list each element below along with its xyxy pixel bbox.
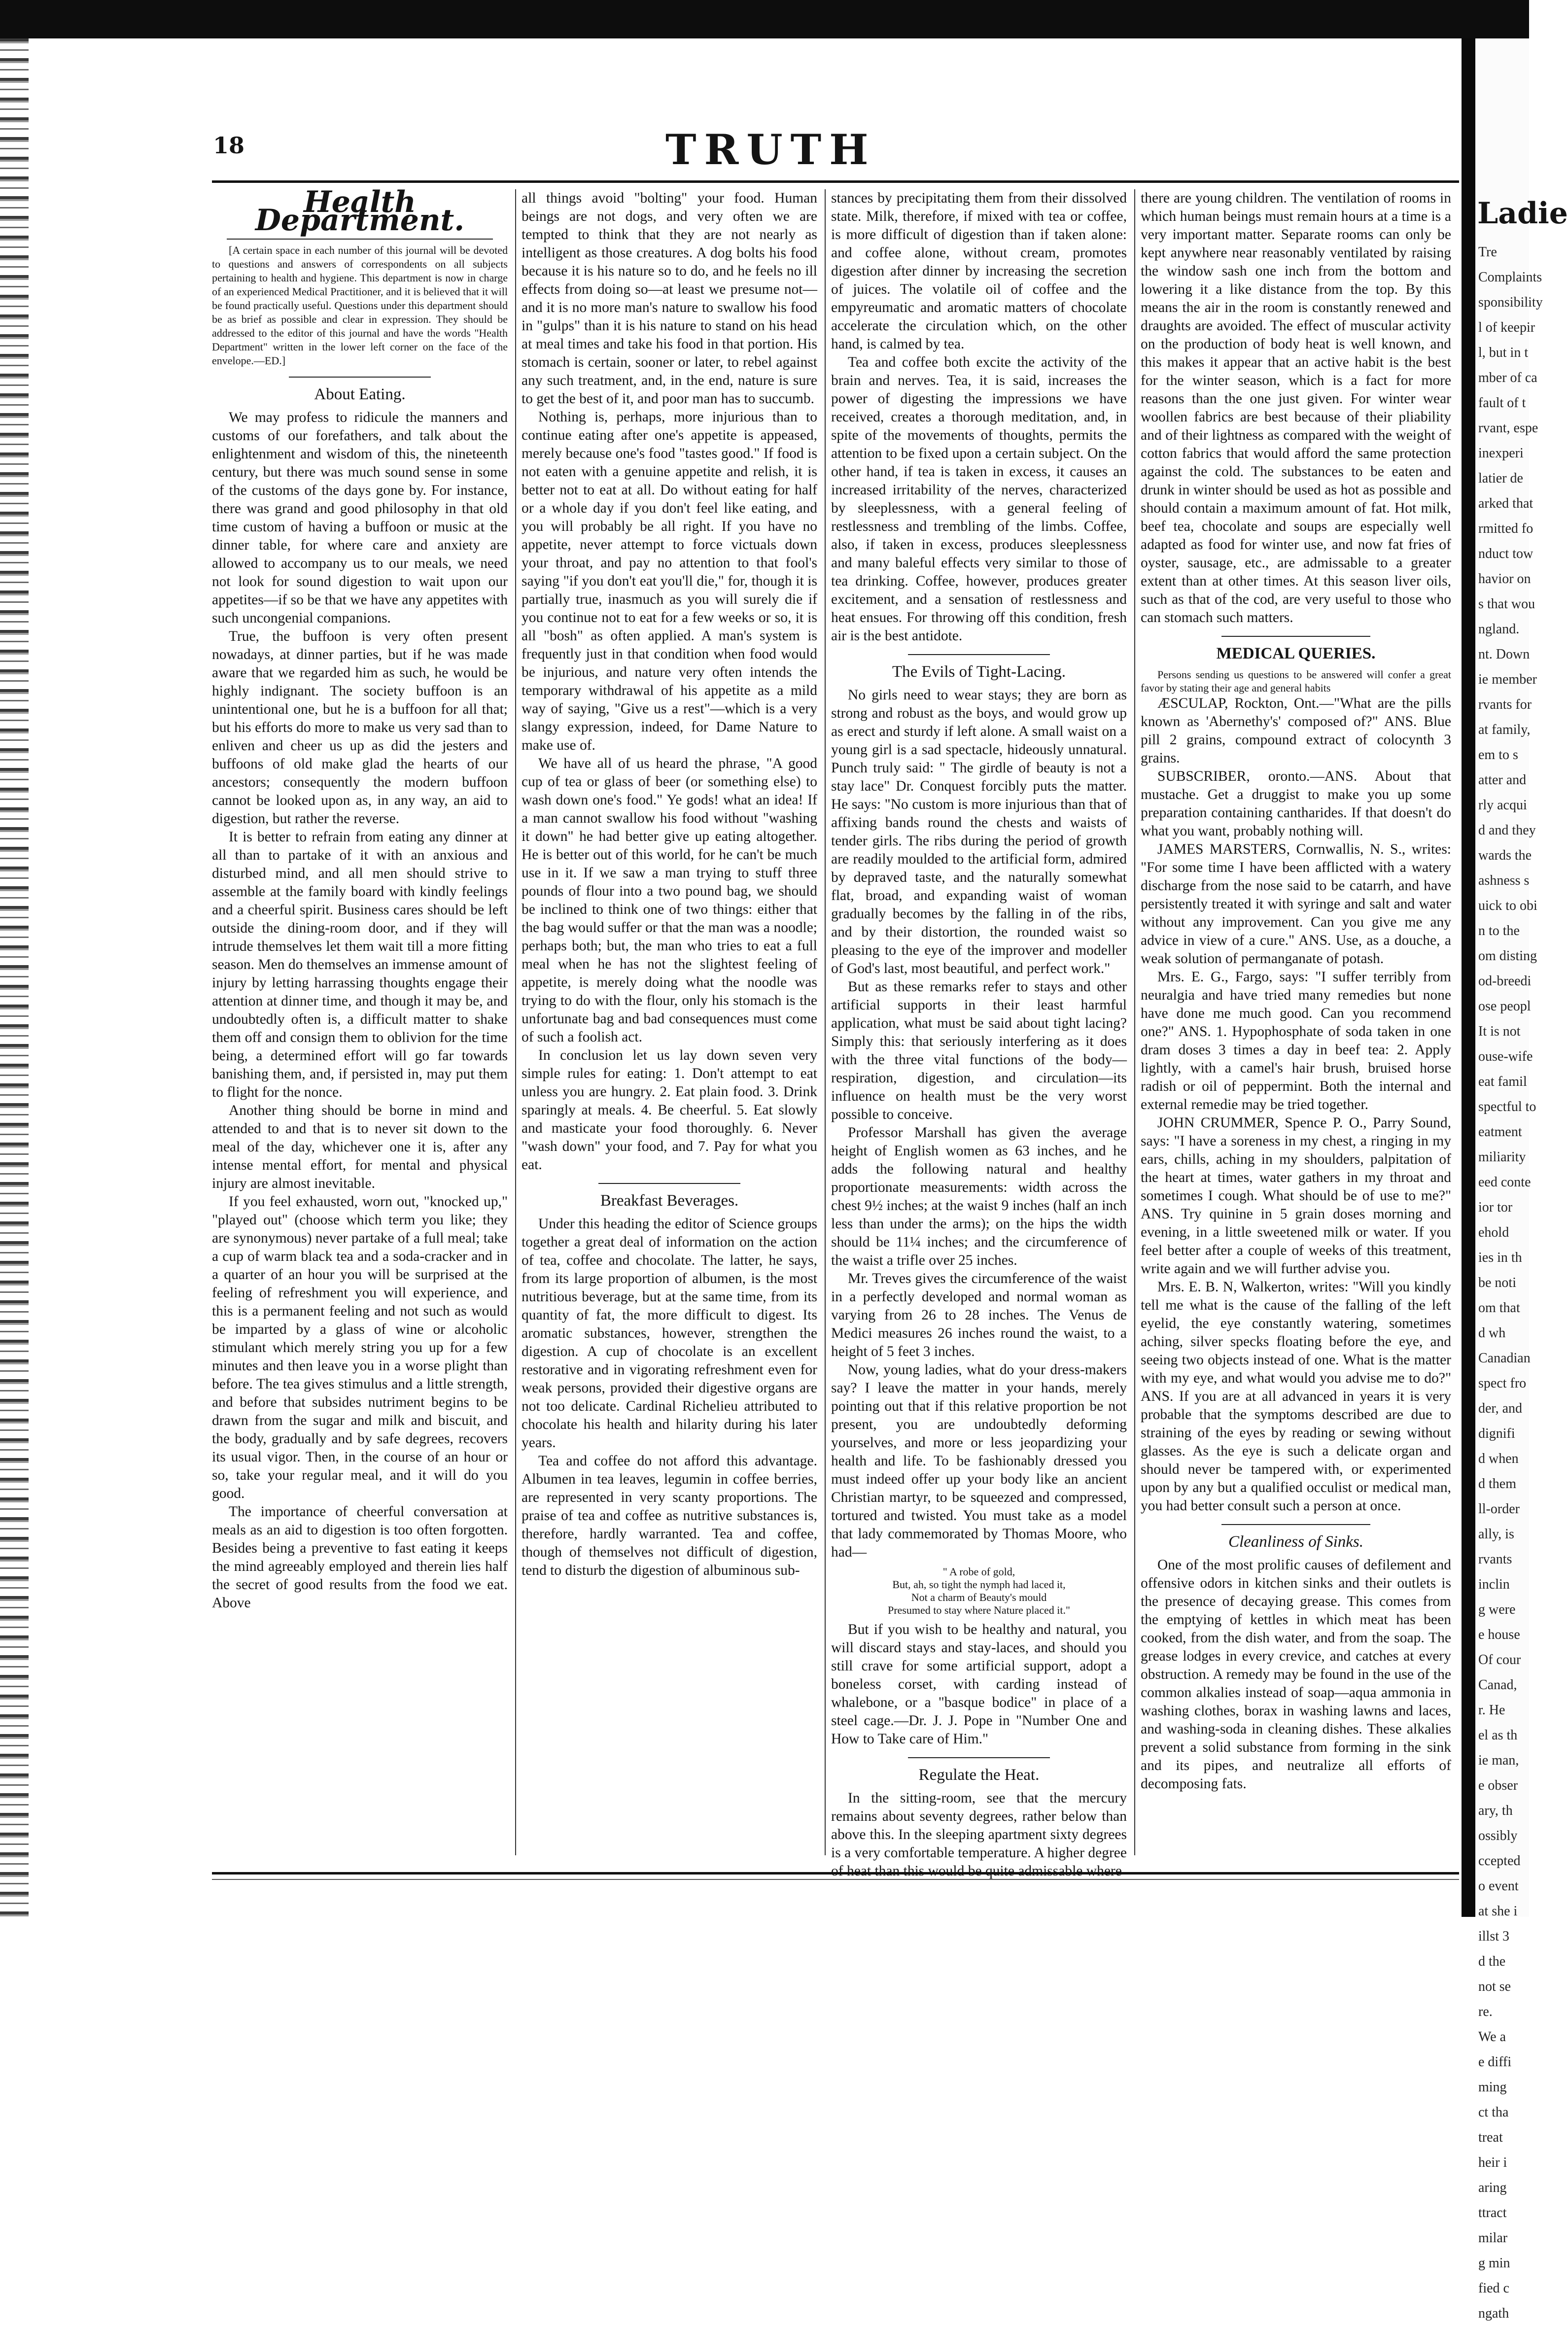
fragment-line: heir i	[1478, 2155, 1507, 2170]
fragment-line: el as th	[1478, 1728, 1518, 1743]
fragment-line: Of cour	[1478, 1652, 1521, 1667]
fragment-line: d wh	[1478, 1325, 1506, 1341]
fragment-line: treat	[1478, 2130, 1503, 2145]
fragment-line: re.	[1478, 2004, 1493, 2019]
column-divider	[515, 189, 516, 1855]
fragment-line: r. He	[1478, 1702, 1505, 1718]
fragment-line: at family,	[1478, 722, 1531, 737]
fragment-line: nduct tow	[1478, 546, 1533, 561]
fragment-line: Complaints	[1478, 270, 1542, 285]
fragment-line: ll-order	[1478, 1501, 1520, 1517]
fragment-line: fault of t	[1478, 395, 1526, 411]
fragment-line: d when	[1478, 1451, 1519, 1466]
fragment-line: ior tor	[1478, 1200, 1513, 1215]
fragment-line: rvants for	[1478, 697, 1532, 712]
fragment-line: der, and	[1478, 1401, 1523, 1416]
query: SUBSCRIBER, oronto.—ANS. About that mustache. Get a druggist to make you up some preparation containing cantharides. If that doesn't do what you want, probably nothing will.	[1141, 768, 1451, 839]
page-top-border	[0, 0, 1529, 38]
query: JOHN CRUMMER, Spence P. O., Parry Sound, says: "I have a soreness in my chest, a ringing in my ears, chills, aching in my shoulders, palpitation of the heart at times, water gathers in my throat and sometimes I cough. What should be of use to me?" ANS. Try quinine in 5 grain doses morning and evening, in a little sweetened milk or water. If you feel better after a couple of weeks of this treatment, write again and we will further advise you.	[1141, 1115, 1451, 1277]
fragment-line: ming	[1478, 2080, 1507, 2095]
fragment-line: ie man,	[1478, 1753, 1519, 1768]
fragment-line: rly acqui	[1478, 798, 1527, 813]
paragraph: But if you wish to be healthy and natural, you will discard stays and stay-laces, and should you still crave for some artificial support, adopt a boneless corset, with carding instead of whalebone, or a "basque bodice" in place of a steel cage.—Dr. J. J. Pope in "Number One and How to Take care of Him."	[831, 1622, 1127, 1747]
fragment-line: l of keepir	[1478, 320, 1535, 335]
fragment-line: g were	[1478, 1602, 1516, 1617]
fragment-line: atter and	[1478, 772, 1527, 788]
paragraph: Under this heading the editor of Science groups together a great deal of information on the action of tea, coffee and chocolate. The latter, he says, from its large proportion of albumen, is the most nutritious beverage, but at the same time, from its quantity of fat, the more difficult to digest. Its aromatic substances, however, strengthen the digestion. A cup of chocolate is an excellent restorative and in vigorating refreshment even for weak persons, provided their digestive organs are not too delicate. Cardinal Richelieu attributed to chocolate his health and hilarity during his later years.	[522, 1216, 817, 1451]
fragment-line: l, but in t	[1478, 345, 1529, 360]
fragment-line: be noti	[1478, 1275, 1516, 1290]
fragment-line: o event	[1478, 1878, 1519, 1894]
divider	[1221, 636, 1370, 637]
paragraph: Tea and coffee both excite the activity of the brain and nerves. Tea, it is said, increases the power of digesting the impressions we have received, creates a thorough meditation, and, in spite of the movements of thoughts, permits the attention to be fixed upon a certain subject. On the other hand, if tea is taken in excess, it causes an increased irritability of the nerves, characterized by sleeplessness, with a general feeling of restlessness and trembling of the limbs. Coffee, also, if taken in excess, produces sleeplessness and many baleful effects very similar to those of tea drinking. Coffee, however, produces greater excitement, and a sensation of restlessness and heat ensues. For throwing off this condition, fresh air is the best antidote.	[831, 354, 1127, 644]
verse-line: But, ah, so tight the nymph had laced it,	[892, 1578, 1066, 1591]
paragraph: But as these remarks refer to stays and other artificial supports in their least harmful application, what must be said about tight lacing? Simply this: that seriously interfering as it does with the three vital functions of the body—respiration, digestion, and circulation—its influence on health must be the very worst possible to conceive.	[831, 979, 1127, 1122]
verse-line: Presumed to stay where Nature placed it."	[887, 1604, 1071, 1616]
query: Mrs. E. G., Fargo, says: "I suffer terribly from neuralgia and have tried many remedies but none have done me much good. Can you recommend one?" ANS. 1. Hypophosphate of soda taken in one dram doses 3 times a day in beef tea: 2. Apply lightly, with a camel's hair brush, bruised horse radish or oil of peppermint. Both the internal and external remedie may be tried together.	[1141, 969, 1451, 1112]
fragment-line: ehold	[1478, 1225, 1509, 1240]
fragment-line: e obser	[1478, 1778, 1518, 1793]
fragment-line: om that	[1478, 1300, 1520, 1316]
fragment-line: em to s	[1478, 747, 1518, 763]
article-heading: Breakfast Beverages.	[600, 1192, 739, 1210]
fragment-line: Canadian	[1478, 1351, 1531, 1366]
paragraph: Another thing should be borne in mind and attended to and that is to never sit down to the meal of the day, whichever one it is, after any intense mental effort, for mental and physical injury are almost inevitable.	[212, 1103, 508, 1191]
article-heading: About Eating.	[314, 385, 406, 403]
fragment-line: rvants	[1478, 1552, 1512, 1567]
next-page-fragment	[1475, 38, 1568, 2321]
paragraph: Mr. Treves gives the circumference of the waist in a perfectly developed and normal woman as varying from 26 to 28 inches. The Venus de Medici measures 26 inches round the waist, to a height of 5 feet 3 inches.	[831, 1271, 1127, 1359]
fragment-line: havior on	[1478, 571, 1531, 587]
article-heading: Regulate the Heat.	[918, 1766, 1040, 1784]
column-2	[522, 189, 817, 1855]
paragraph: all things avoid "bolting" your food. Human beings are not dogs, and very often we are tempted to think that they are not nearly as intelligent as those creatures. A dog bolts his food because it is his nature so to do, and he feels no ill effects from doing so—at least we presume not—and it is no more man's nature to swallow his food in "gulps" than it is his nature to stand on his head at meal times and take his food in that portion. His stomach is certain, sooner or later, to rebel against any such treatment, and, in the end, nature is sure to get the best of it, and poor man has to succumb.	[522, 190, 817, 407]
footer-rule-thin	[212, 1879, 1459, 1880]
fragment-line: e diffi	[1478, 2054, 1512, 2070]
section-heading: Health Department.	[255, 185, 465, 238]
paragraph: Nothing is, perhaps, more injurious than to continue eating after one's appetite is appeased, merely because one's food "tastes good." If food is not eaten with a genuine appetite and relish, it is better not to eat at all. Do without eating for half or a whole day if you don't feel like eating, and you will probably be all right. If you have no appetite, never attempt to force victuals down your throat, and pay no attention to that fool's saying "if you don't eat you'll die," for, though it is partially true, inasmuch as you will surely die if you continue not to eat for a few weeks or so, it is all "bosh" as often applied. A man's system is frequently just in that condition when food would be injurious, and nature very often intends the temporary withdrawal of his appetite as a mild way of saying, "Give us a rest"—which is a very slangy expression, indeed, for Dame Nature to make use of.	[522, 409, 817, 753]
fragment-line: ary, th	[1478, 1803, 1513, 1818]
paragraph: We have all of us heard the phrase, "A good cup of tea or glass of beer (or something else) to wash down one's food." Ye gods! what an idea! If a man cannot swallow his food without "washing it down" he had better give up eating altogether. He is better out of this world, for he can't be much use in it. If we saw a man trying to stuff three pounds of flour into a two pound bag, we should be inclined to think one of two things: either that the bag would suffer or that the man was a noodle; perhaps both; but, the man who tries to eat a full meal when he has not the slightest feeling of appetite, is merely doing what the noodle was trying to do with the flour, only his stomach is the unfortunate bag and bad consequences must come of such a foolish act.	[522, 756, 817, 1045]
paragraph: Now, young ladies, what do your dress-makers say? I leave the matter in your hands, merely pointing out that if this relative proportion be not present, you are undoubtedly deforming yourselves, and more or less jeopardizing your health and life. To be fashionably dressed you must indeed offer up your body like an ancient Christian martyr, to be squeezed and compressed, tortured and twisted. You must take as a model that lady commemorated by Thomas Moore, who had—	[831, 1362, 1127, 1560]
fragment-line: ct tha	[1478, 2105, 1509, 2120]
fragment-line: rvant, espe	[1478, 420, 1538, 436]
fragment-line: uick to obi	[1478, 898, 1537, 913]
column-4	[1141, 189, 1451, 1855]
fragment-line: at she i	[1478, 1904, 1518, 1919]
paragraph: Tea and coffee do not afford this advantage. Albumen in tea leaves, legumin in coffee berries, are represented in very scanty proportions. The praise of tea and coffee as nutritive substances is, therefore, hardly warranted. Tea and coffee, though of themselves not difficult of digestion, tend to disturb the digestion of albuminous sub-	[522, 1453, 817, 1578]
article-heading: MEDICAL QUERIES.	[1216, 645, 1376, 662]
fragment-line: illst 3	[1478, 1929, 1510, 1944]
fragment-line: ose peopl	[1478, 999, 1531, 1014]
fragment-line: ngland.	[1478, 622, 1520, 637]
next-page-heading: Ladie	[1477, 196, 1568, 231]
fragment-line: spect fro	[1478, 1376, 1527, 1391]
fragment-line: ttract	[1478, 2205, 1507, 2221]
fragment-line: fied c	[1478, 2281, 1509, 2296]
divider	[908, 1757, 1050, 1758]
fragment-line: ies in th	[1478, 1250, 1522, 1265]
column-1	[212, 185, 508, 1855]
divider	[908, 654, 1050, 655]
fragment-line: latier de	[1478, 471, 1523, 486]
fragment-line: Canad,	[1478, 1677, 1517, 1693]
fragment-line: ngath	[1478, 2306, 1509, 2321]
fragment-line: od-breedi	[1478, 973, 1532, 989]
paragraph: The importance of cheerful conversation at meals as an aid to digestion is too often forgotten. Besides being a preventive to fast eating it keeps the mind agreeably employed and therein lies half the secret of good results from the food we eat. Above	[212, 1504, 508, 1611]
fragment-line: n to the	[1478, 923, 1520, 938]
queries-intro: Persons sending us questions to be answered will confer a great favor by stating their age and general habits	[1141, 668, 1451, 694]
fragment-line: sponsibility	[1478, 295, 1543, 310]
footer-rule	[212, 1872, 1459, 1875]
query: ÆSCULAP, Rockton, Ont.—"What are the pills known as 'Abernethy's' composed of?" ANS. Blue pill 2 grains, compound extract of colocynth 3 grains.	[1141, 695, 1451, 766]
column-divider	[825, 189, 826, 1855]
fragment-line: d and they	[1478, 823, 1536, 838]
fragment-line: d them	[1478, 1476, 1516, 1492]
paragraph: stances by precipitating them from their dissolved state. Milk, therefore, if mixed with tea or coffee, is more difficult of digestion than if taken alone: and coffee alone, without cream, promotes digestion after dinner by increasing the secretion of juices. The volatile oil of coffee and the empyreumatic and aromatic matters of chocolate accelerate the circulation which, on the other hand, is calmed by tea.	[831, 190, 1127, 352]
article-heading: Cleanliness of Sinks.	[1228, 1533, 1364, 1551]
paragraph: One of the most prolific causes of defilement and offensive odors in kitchen sinks and their outlets is the presence of decaying grease. This comes from the emptying of kettles in which meat has been cooked, from the dish water, and from the soap. The grease lodges in every crevice, and catches at every obstruction. A remedy may be found in the use of the common alkalies instead of soap—aqua ammonia in washing clothes, borax in washing lawns and laces, and washing-soda in cleaning dishes. These alkalies prevent a solid substance from forming in the sink and its pipes, and neutralize all efforts of decomposing fats.	[1141, 1557, 1451, 1792]
fragment-list	[1475, 240, 1543, 2326]
paragraph: It is better to refrain from eating any dinner at all than to partake of it with an anxious and disturbed mind, and all men should strive to assemble at the family board with kindly feelings and a cheerful spirit. Business cares should be left outside the dining-room door, and if they will intrude themselves let them wait till a more fitting season. Men do themselves an immense amount of injury by letting harrassing thoughts engage their attention at dinner time, and though it may be, and undoubtedly often is, a difficult matter to shake them off and consign them to oblivion for the time being, a determined effort will go far towards banishing them, and, if persisted in, may put them to flight for the nonce.	[212, 829, 508, 1100]
fragment-line: We a	[1478, 2029, 1506, 2045]
fragment-line: ccepted	[1478, 1853, 1521, 1869]
binding-edge	[0, 38, 29, 1917]
fragment-line: not se	[1478, 1979, 1511, 1994]
fragment-line: ouse-wife	[1478, 1049, 1533, 1064]
fragment-line: arked that	[1478, 496, 1533, 511]
article-heading: The Evils of Tight-Lacing.	[892, 663, 1066, 681]
fragment-line: rmitted fo	[1478, 521, 1533, 536]
fragment-line: wards the	[1478, 848, 1532, 863]
fragment-line: aring	[1478, 2180, 1507, 2195]
paragraph: In the sitting-room, see that the mercury remains about seventy degrees, rather below than above this. In the sleeping apartment sixty degrees is a very comfortable temperature. A higher degree of heat than this would be quite admissable where	[831, 1790, 1127, 1879]
fragment-line: e house	[1478, 1627, 1520, 1642]
fragment-line: milar	[1478, 2230, 1508, 2246]
divider	[1221, 1524, 1370, 1525]
editor-note: [A certain space in each number of this journal will be devoted to questions and answers of correspondents on all subjects pertaining to health and hygiene. This department is now in charge of an experienced Medical Practitioner, and it is believed that it will be found practically useful. Questions under this department should be as brief as possible and clear in expression. They should be addressed to the editor of this journal and have the words "Health Department" written in the lower left corner on the face of the envelope.—ED.]	[212, 244, 508, 367]
masthead: TRUTH	[665, 125, 876, 174]
fragment-line: eed conte	[1478, 1175, 1531, 1190]
fragment-line: inclin	[1478, 1577, 1510, 1592]
paragraph: If you feel exhausted, worn out, "knocked up," "played out" (choose which term you like; they are synonymous) never partake of a full meal; take a cup of warm black tea and a soda-cracker and in a quarter of an hour you will be surprised at the feeling of refreshment you will experience, and this is a permanent feeling and not such as would be imparted by a glass of wine or alcoholic stimulant which merely string you up for a few minutes and then leave you in a worse plight than before. The tea gives stimulus and a little strength, and before that subsides nutriment begins to be drawn from the sugar and milk and biscuit, and the body, gradually and by safe degrees, recovers its usual vigor. Then, in the course of an hour or so, take your regular meal, and it will do you good.	[212, 1194, 508, 1501]
page-gutter	[1462, 38, 1475, 1917]
fragment-line: s that wou	[1478, 596, 1535, 612]
paragraph: In conclusion let us lay down seven very simple rules for eating: 1. Don't attempt to eat unless you are hungry. 2. Eat plain food. 3. Drink sparingly at meals. 4. Be cheerful. 5. Eat slowly and masticate your food thoroughly. 6. Never "wash down" your food, and 7. Pay for what you eat.	[522, 1047, 817, 1173]
query: JAMES MARSTERS, Cornwallis, N. S., writes: "For some time I have been afflicted with a watery discharge from the nose said to be catarrh, and have persistently treated it with syringe and salt and water without any improvement. Can you give me any advice in view of a cure." ANS. Use, as a douche, a weak solution of permanganate of potash.	[1141, 841, 1451, 967]
fragment-line: nt. Down	[1478, 647, 1530, 662]
fragment-line: eatment	[1478, 1124, 1522, 1140]
column-divider	[1134, 189, 1135, 1855]
query: Mrs. E. B. N, Walkerton, writes: "Will you kindly tell me what is the cause of the falling of the left eyelid, the eye constantly watering, sometimes aching, silver specks floating before the eye, and seeing two objects instead of one. What is the matter with my eye, and what would you advise me to do?" ANS. If you are at all advanced in years it is very probable that the symptoms described are due to straining of the eyes by reading or sewing without glasses. As the eye is such a delicate organ and should never be tampered with, or experimented upon by any but a qualified occulist or medical man, you had better consult such a person at once.	[1141, 1279, 1451, 1514]
column-3	[831, 189, 1127, 1879]
fragment-line: g min	[1478, 2256, 1510, 2271]
fragment-line: inexperi	[1478, 446, 1524, 461]
paragraph: there are young children. The ventilation of rooms in which human beings must remain hours at a time is a very important matter. Separate rooms can only be kept anywhere near reasonably ventilated by raising the window sash one inch from the bottom and lowering it a like distance from the top. By this means the air in the room is constantly renewed and draughts are avoided. The effect of muscular activity on the production of body heat is well known, and this makes it appear that an active habit is the best for the winter season, which is a fact for more reasons than the one just given. For winter wear woollen fabrics are best because of their pliability and of their lightness as compared with the weight of cotton fabrics that would afford the same protection against the cold. The substances to be eaten and drunk in winter should be used as hot as possible and should contain a maximum amount of fat. Hot milk, beef tea, chocolate and soups are especially well adapted as food for winter use, and now fat fries of oyster, sausage, etc., are admissable to a greater extent than at other times. At this season liver oils, such as that of the cod, are very useful to those who can stomach such matters.	[1141, 190, 1451, 625]
fragment-line: ossibly	[1478, 1828, 1518, 1843]
paragraph: True, the buffoon is very often present nowadays, at dinner parties, but if he was made aware that we regarded him as such, he would be highly indignant. The society buffoon is an unintentional one, but he is a buffoon for all that; but his efforts do more to make us very sad than to enliven and cheer us up as did the jesters and buffoons of old make glad the hearts of our ancestors; consequently the modern buffoon cannot be looked upon as, in any way, an aid to digestion, but rather the reverse.	[212, 628, 508, 827]
fragment-line: ally, is	[1478, 1527, 1514, 1542]
divider	[227, 239, 493, 240]
verse-line: " A robe of gold,	[942, 1565, 1015, 1578]
fragment-line: mber of ca	[1478, 370, 1537, 385]
verse-line: Not a charm of Beauty's mould	[911, 1591, 1047, 1603]
fragment-line: om disting	[1478, 948, 1537, 964]
fragment-line: d the	[1478, 1954, 1506, 1969]
paragraph: We may profess to ridicule the manners and customs of our forefathers, and talk about the enlightenment and wisdom of this, the nineteenth century, but there was much sound sense in some of the customs of the days gone by. For instance, there was grand and good philosophy in that old time custom of having a buffoon or music at the dinner table, for where care and anxiety are allowed to accompany us to our meals, we need not look for sound digestion to wait upon our appetites—if so be that we have any appetites with such uncongenial companions.	[212, 410, 508, 626]
fragment-line: dignifi	[1478, 1426, 1515, 1441]
header-rule	[212, 180, 1459, 183]
fragment-line: spectful to	[1478, 1099, 1536, 1114]
fragment-line: ie member	[1478, 672, 1537, 687]
paragraph: No girls need to wear stays; they are born as strong and robust as the boys, and would grow up as erect and sturdy if left alone. A small waist on a young girl is a sad spectacle, hideously unnatural. Punch truly said: " The girdle of beauty is not a stay lace" Dr. Conquest forcibly puts the matter. He says: "No custom is more injurious than that of affixing bands round the chests and waists of tender girls. The ribs during the period of growth are readily moulded to the artificial form, admired by depraved taste, and the naturally somewhat flat, broad, and expanding waist of woman gradually becomes by the falling in of the ribs, and by their distortion, the rounded waist so pleasing to the eye of the improver and modeller of God's last, most beautiful, and perfect work."	[831, 687, 1127, 976]
fragment-line: miliarity	[1478, 1149, 1526, 1165]
paragraph: Professor Marshall has given the average height of English women as 63 inches, and he adds the following natural and healthy proportionate measurements: width across the chest 9½ inches; at the waist 9 inches (half an inch less than under the arms); on the hips the width should be 11¼ inches; and the circumference of the waist a trifle over 25 inches.	[831, 1125, 1127, 1268]
fragment-line: Tre	[1478, 244, 1497, 260]
divider	[598, 1183, 740, 1184]
page-number: 18	[213, 132, 245, 159]
divider	[289, 377, 431, 378]
verse	[831, 1565, 1127, 1617]
fragment-line: eat famil	[1478, 1074, 1527, 1089]
fragment-line: It is not	[1478, 1024, 1521, 1039]
fragment-line: ashness s	[1478, 873, 1530, 888]
